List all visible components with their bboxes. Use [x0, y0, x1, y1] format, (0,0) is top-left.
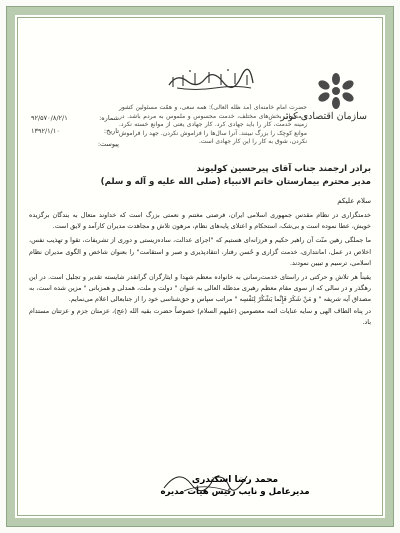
kowsar-logo-icon: [314, 73, 358, 109]
date-value: ۱۳۹۲/۱/۱۰: [31, 126, 60, 135]
paragraph-1: خدمتگزاری در نظام مقدس جمهوری اسلامی ایران، فرصتی مغتنم و نعمتی بزرگ است که خداوند متعال به بندگان برگزیده خویش، عطا نموده است و بی‌شک، استحکام و اعتلای پایه‌های نظام، مرهون تلاش و مجاهدت مدیران کارآمد و لایق است.: [29, 211, 371, 231]
signature-block: [135, 474, 335, 499]
organization-name: سازمان اقتصادی کوثر: [280, 111, 367, 122]
signer-name: محمد رضا اسکندری: [191, 475, 279, 485]
attachment-row: [31, 137, 119, 150]
organization-logo: [280, 73, 367, 122]
recipient-title: مدیر محترم بیمارستان خاتم الانبیاء (صلی الله علیه و آله و سلم): [100, 177, 371, 187]
recipient-line: برادر ارجمند جناب آقای پیرحسین کولیوند: [196, 164, 371, 174]
date-row: [31, 124, 119, 137]
number-value: ۹۲/۵۷۰/۸/۲/۱: [31, 113, 68, 122]
number-label: شماره:: [99, 113, 119, 122]
paragraph-4: در پناه الطاف الهی و سایه عنایات ائمه معصومین (علیهم السلام) خصوصاً حضرت بقیه الله (عج)، عزمتان جزم و عزتتان مستدام باد.: [29, 306, 371, 326]
attachment-label: پیوست:: [97, 139, 119, 148]
greeting: سلام علیکم: [337, 197, 371, 205]
letter-body: [29, 163, 371, 328]
paragraph-2: ما جملگی رهین منّت آن راهبر حکیم و فرزانه‌ای هستیم که "اجرای عدالت، ساده‌زیستی و دوری از تشریفات، تقوا و تهذیب نفس، اخلاص در عمل، امانتداری، خدمت گزاری و حُسن رفتار، انتقادپذیری و صبر و استقامت" را بعنوان شاخص و الگوی مدیران نظام اسلامی، ترسیم و تبیین نمودند.: [29, 236, 371, 267]
paragraph-3: یقیناً هر تلاش و حرکتی در راستای خدمت‌رسانی به خانواده معظم شهدا و ایثارگران گرانقدر شایسته تقدیر و تجلیل است. در این رهگذر و در سالی که از سوی مقام معظم رهبری مدظله العالی به عنوان " دولت و ملت، همدلی و همزبانی " مزین شده است، به مصداق آیه شریفه " وَ مَنْ شَکَرَ فَإِنَّما یَشْکُرُ لِنَفْسِه " مراتب سپاس و حق‌شناسی خود را از جنابعالی اعلام می‌نمایم.: [29, 273, 371, 304]
date-label: تاریخ:: [103, 126, 119, 135]
decorative-border: [6, 6, 394, 527]
handwritten-signature: [159, 466, 249, 496]
number-row: [31, 111, 119, 124]
signer-title: مدیرعامل و نایب رئیس هیأت مدیره: [160, 487, 310, 497]
letter-meta: [31, 111, 119, 150]
basmala-calligraphy: [165, 67, 255, 91]
leader-quote: حضرت امام خامنه‌ای (مد ظله العالی): همه سعی، و همّت مسئولین کشور و مدیران بخش‌های مختلف، خدمت محسوس و ملموس به مردم باشد. در زمینه خدمت، کار را باید جهادی کرد. کار جهادی یعنی از موانع خسته نکرد. موانع کوچک را بزرگ نبینند. آنرا سال‌ها را فراموش نکردن. جهد را فراموش نکردن، شوق به کار را این کار جهادی است.: [119, 104, 307, 146]
